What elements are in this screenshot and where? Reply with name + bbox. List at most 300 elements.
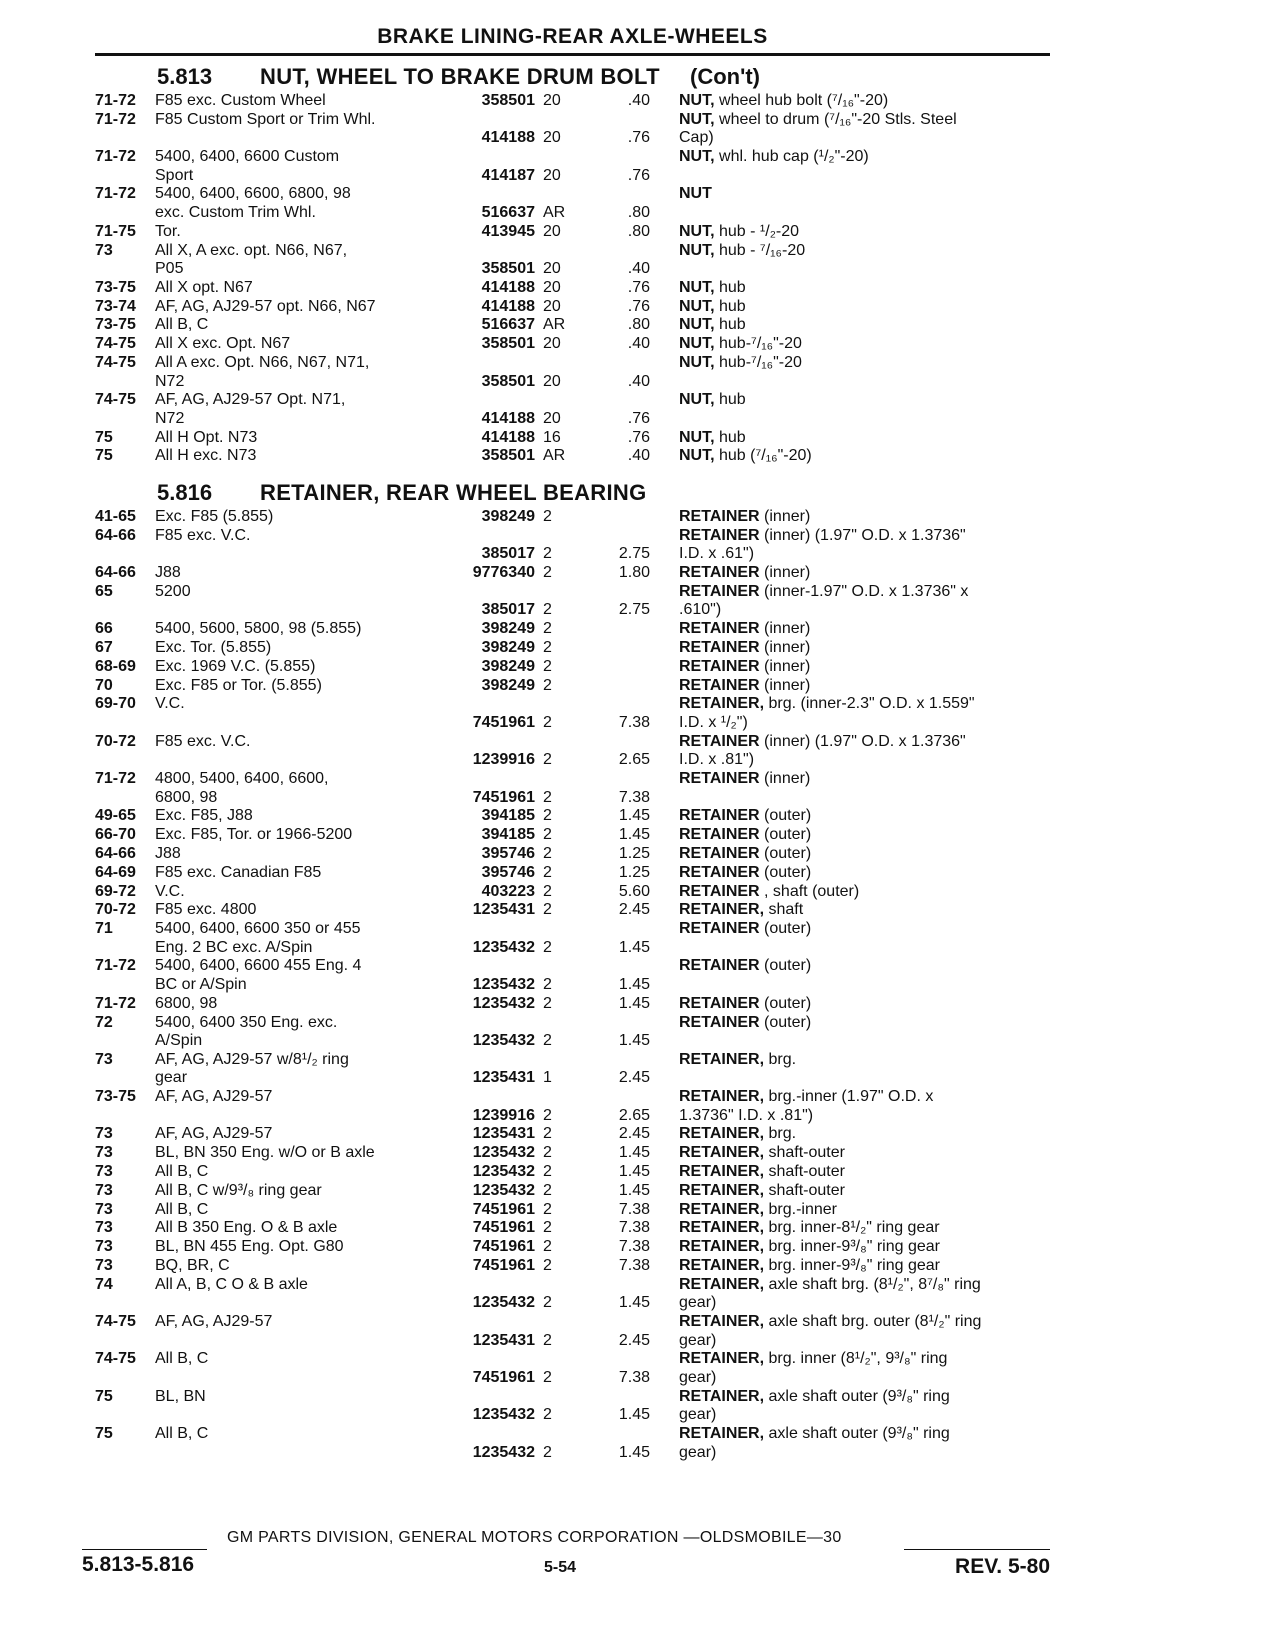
quantity: 2	[543, 788, 552, 806]
header-rule	[95, 53, 1050, 56]
description	[679, 242, 1047, 261]
model-years: 64-66	[95, 564, 136, 582]
application: V.C.	[155, 695, 185, 713]
model-years: 73	[95, 1144, 113, 1162]
description	[679, 1257, 1047, 1276]
price: 1.25	[618, 844, 650, 862]
part-number: 413945	[481, 222, 535, 240]
section-number: 5.816	[157, 480, 213, 505]
part-number: 1235432	[472, 1144, 535, 1162]
description-keyword: RETAINER,	[679, 1144, 765, 1162]
description	[679, 995, 1047, 1014]
description	[679, 901, 1047, 920]
description-text: (outer)	[759, 807, 812, 825]
description	[679, 1219, 1047, 1238]
table-row	[95, 845, 1050, 864]
quantity: 2	[543, 1331, 552, 1349]
part-number: 1235431	[472, 1125, 535, 1143]
description-text: axle shaft outer (9³/₈" ring gear)	[679, 1387, 950, 1424]
description-keyword: RETAINER,	[679, 1219, 765, 1237]
description-keyword: RETAINER	[679, 620, 760, 638]
description-text: brg.	[764, 1125, 797, 1143]
part-number: 395746	[481, 844, 535, 862]
table-row	[95, 620, 1050, 639]
price: .80	[627, 203, 650, 221]
description-keyword: RETAINER	[679, 1013, 760, 1031]
description-keyword: RETAINER	[679, 844, 760, 862]
description-text: hub	[714, 278, 746, 296]
model-years: 70	[95, 676, 113, 694]
quantity: AR	[543, 316, 566, 334]
quantity: 2	[543, 938, 552, 956]
quantity: 2	[543, 807, 552, 825]
model-years: 75	[95, 428, 113, 446]
quantity: 20	[543, 92, 561, 109]
table-row	[95, 1276, 1050, 1313]
table-row	[95, 1201, 1050, 1220]
part-number: 1235431	[472, 1069, 535, 1087]
footer-revision: REV. 5-80	[955, 1555, 1050, 1578]
part-number: 7451961	[472, 788, 535, 806]
description	[679, 957, 1047, 976]
table-row	[95, 826, 1050, 845]
description-text: axle shaft brg. (8¹/₂", 8⁷/₈" ring gear)	[679, 1275, 981, 1312]
description	[679, 695, 1047, 732]
description	[679, 1163, 1047, 1182]
part-number: 1235432	[472, 1163, 535, 1180]
part-number: 394185	[481, 826, 535, 844]
price: 1.25	[618, 863, 650, 881]
description	[679, 883, 1047, 902]
description	[679, 733, 1047, 770]
quantity: 2	[543, 1406, 552, 1424]
table-row	[95, 1219, 1050, 1238]
price: 2.65	[618, 751, 650, 769]
description-keyword: RETAINER	[679, 676, 760, 694]
description-keyword: RETAINER	[679, 826, 760, 844]
model-years: 67	[95, 639, 113, 656]
description-keyword: RETAINER,	[679, 1313, 765, 1331]
description-keyword: RETAINER	[679, 863, 760, 881]
description-keyword: RETAINER	[679, 732, 760, 750]
price: 1.45	[618, 1406, 650, 1424]
table-row	[95, 639, 1050, 658]
application: All X, A exc. opt. N66, N67, P05	[155, 241, 348, 277]
description-keyword: RETAINER	[679, 526, 760, 544]
quantity: 20	[543, 372, 561, 390]
quantity: 1	[543, 1069, 552, 1087]
description-text: hub - ¹/₂-20	[714, 222, 800, 240]
part-number: 398249	[481, 508, 535, 525]
model-years: 70-72	[95, 732, 136, 750]
part-number: 398249	[481, 639, 535, 656]
application: AF, AG, AJ29-57 opt. N66, N67	[155, 297, 376, 315]
application: AF, AG, AJ29-57	[155, 1313, 273, 1331]
price: 7.38	[618, 1368, 650, 1386]
table-row	[95, 391, 1050, 428]
part-number: 358501	[481, 447, 535, 465]
model-years: 71-72	[95, 185, 136, 203]
description	[679, 279, 1047, 298]
description-keyword: RETAINER,	[679, 1425, 765, 1442]
application: 5200	[155, 582, 191, 600]
quantity: 2	[543, 751, 552, 769]
description-text: brg.-inner	[764, 1200, 837, 1218]
footer-rule-right	[904, 1549, 1050, 1550]
quantity: 2	[543, 713, 552, 731]
section-name: RETAINER, REAR WHEEL BEARING	[260, 480, 647, 505]
quantity: 20	[543, 222, 561, 240]
application: All B 350 Eng. O & B axle	[155, 1219, 338, 1237]
model-years: 73	[95, 1238, 113, 1256]
price: 1.45	[618, 1181, 650, 1199]
description-text: hub	[714, 297, 746, 315]
model-years: 74-75	[95, 354, 136, 371]
model-years: 71-72	[95, 110, 136, 128]
model-years: 73-74	[95, 297, 136, 315]
quantity: 2	[543, 657, 552, 675]
description-keyword: RETAINER,	[679, 1387, 765, 1405]
price: .76	[627, 129, 650, 147]
quantity: 20	[543, 129, 561, 147]
quantity: 2	[543, 601, 552, 619]
price: 2.45	[618, 1125, 650, 1143]
price: .40	[627, 335, 650, 353]
part-number: 7451961	[472, 1200, 535, 1218]
model-years: 65	[95, 582, 113, 600]
description	[679, 564, 1047, 583]
quantity: 2	[543, 564, 552, 582]
table-row	[95, 1388, 1050, 1425]
table-row	[95, 185, 1050, 222]
table-row	[95, 429, 1050, 448]
description-text: (inner)	[759, 676, 811, 694]
part-number: 7451961	[472, 1238, 535, 1256]
description-text: hub-⁷/₁₆"-20	[714, 335, 802, 353]
table-row	[95, 1088, 1050, 1125]
description	[679, 1350, 1047, 1387]
description-keyword: NUT,	[679, 428, 715, 446]
description-keyword: RETAINER	[679, 639, 760, 656]
part-number: 394185	[481, 807, 535, 825]
description-text: (outer)	[759, 920, 812, 938]
description-keyword: NUT	[679, 185, 712, 203]
application: All A exc. Opt. N66, N67, N71, N72	[155, 354, 370, 390]
part-number: 1235432	[472, 1181, 535, 1199]
price: 1.45	[618, 807, 650, 825]
description	[679, 1201, 1047, 1220]
model-years: 74-75	[95, 1350, 136, 1368]
description-text: (inner) (1.97" O.D. x 1.3736" I.D. x .81")	[679, 732, 966, 769]
part-number: 395746	[481, 863, 535, 881]
description-keyword: NUT,	[679, 297, 715, 315]
application: 5400, 5600, 5800, 98 (5.855)	[155, 620, 362, 638]
application: All X exc. Opt. N67	[155, 335, 291, 353]
price: 7.38	[618, 788, 650, 806]
application: 4800, 5400, 6400, 6600, 6800, 98	[155, 770, 329, 806]
quantity: 16	[543, 428, 561, 446]
quantity: 2	[543, 1144, 552, 1162]
description	[679, 639, 1047, 658]
description	[679, 92, 1047, 111]
description	[679, 677, 1047, 696]
model-years: 74-75	[95, 1313, 136, 1331]
description	[679, 864, 1047, 883]
description	[679, 185, 1047, 204]
price: 1.45	[618, 994, 650, 1012]
quantity: 2	[543, 1219, 552, 1237]
price: 2.45	[618, 901, 650, 919]
description-text: hub-⁷/₁₆"-20	[714, 354, 802, 371]
application: Tor.	[155, 222, 181, 240]
quantity: 2	[543, 1181, 552, 1199]
application: F85 exc. V.C.	[155, 526, 251, 544]
description-keyword: RETAINER	[679, 582, 760, 600]
price: 1.45	[618, 1443, 650, 1461]
price: 7.38	[618, 1200, 650, 1218]
application: F85 exc. Canadian F85	[155, 863, 322, 881]
price: 1.45	[618, 826, 650, 844]
model-years: 73-75	[95, 278, 136, 296]
model-years: 73-75	[95, 1088, 136, 1106]
table-row	[95, 807, 1050, 826]
description	[679, 845, 1047, 864]
description-text: (inner-1.97" O.D. x 1.3736" x .610")	[679, 582, 969, 619]
table-row	[95, 920, 1050, 957]
application: All B, C w/9³/₈ ring gear	[155, 1181, 322, 1199]
description	[679, 920, 1047, 939]
description-text: (outer)	[759, 863, 812, 881]
description	[679, 1125, 1047, 1144]
part-number: 7451961	[472, 713, 535, 731]
description	[679, 508, 1047, 527]
application: 5400, 6400, 6600 Custom Sport	[155, 148, 340, 184]
quantity: 2	[543, 975, 552, 993]
quantity: 2	[543, 639, 552, 656]
page-title: BRAKE LINING-REAR AXLE-WHEELS	[377, 25, 768, 48]
model-years: 71-72	[95, 957, 136, 975]
description-keyword: RETAINER,	[679, 1350, 765, 1368]
table-row	[95, 864, 1050, 883]
description	[679, 583, 1047, 620]
application: AF, AG, AJ29-57	[155, 1125, 273, 1143]
description-text: (inner)	[759, 620, 811, 638]
part-number: 1235432	[472, 1406, 535, 1424]
model-years: 73	[95, 1219, 113, 1237]
model-years: 69-70	[95, 695, 136, 713]
quantity: 2	[543, 1257, 552, 1274]
part-number: 1235432	[472, 938, 535, 956]
model-years: 69-72	[95, 882, 136, 900]
description	[679, 354, 1047, 373]
description-keyword: NUT,	[679, 391, 715, 409]
table-row	[95, 658, 1050, 677]
description	[679, 770, 1047, 789]
section-name: NUT, WHEEL TO BRAKE DRUM BOLT	[260, 64, 660, 89]
price: 2.75	[618, 601, 650, 619]
part-number: 385017	[481, 601, 535, 619]
table-row	[95, 1163, 1050, 1182]
description	[679, 620, 1047, 639]
description	[679, 1051, 1047, 1070]
description-keyword: NUT,	[679, 110, 715, 128]
description-keyword: RETAINER	[679, 807, 760, 825]
description-text: (inner)	[759, 770, 811, 787]
description-keyword: RETAINER,	[679, 1181, 765, 1199]
part-number: 414188	[481, 297, 535, 315]
model-years: 71-72	[95, 994, 136, 1012]
part-number: 414187	[481, 166, 535, 184]
table-row	[95, 1350, 1050, 1387]
description-text: , shaft (outer)	[759, 882, 860, 900]
table-row	[95, 316, 1050, 335]
section-number: 5.813	[157, 64, 213, 89]
description-keyword: RETAINER,	[679, 1257, 765, 1274]
description	[679, 298, 1047, 317]
description-text: axle shaft brg. outer (8¹/₂" ring gear)	[679, 1313, 982, 1349]
footer-rule-left	[82, 1549, 207, 1550]
model-years: 66-70	[95, 826, 136, 844]
part-number: 398249	[481, 620, 535, 638]
description-keyword: RETAINER,	[679, 695, 765, 713]
price: 1.45	[618, 1032, 650, 1049]
description-text: brg.-inner (1.97" O.D. x 1.3736" I.D. x .81")	[679, 1088, 934, 1124]
description	[679, 1238, 1047, 1257]
model-years: 75	[95, 1425, 113, 1442]
price: .40	[627, 92, 650, 109]
application: F85 exc. 4800	[155, 901, 257, 919]
application: Exc. Tor. (5.855)	[155, 639, 272, 656]
quantity: 2	[543, 676, 552, 694]
description-text: brg. inner-9³/₈" ring gear	[764, 1257, 940, 1274]
table-row	[95, 1182, 1050, 1201]
footer-section-range: 5.813-5.816	[82, 1553, 195, 1576]
part-number: 1239916	[472, 1106, 535, 1124]
table-row	[95, 901, 1050, 920]
application: All A, B, C O & B axle	[155, 1275, 308, 1293]
table-row	[95, 1051, 1050, 1088]
price: 1.45	[618, 938, 650, 956]
quantity: 2	[543, 620, 552, 638]
part-number: 1235432	[472, 994, 535, 1012]
quantity: 20	[543, 409, 561, 427]
description-keyword: NUT,	[679, 354, 715, 371]
quantity: 2	[543, 1163, 552, 1180]
part-number: 516637	[481, 316, 535, 334]
description-keyword: RETAINER	[679, 564, 760, 582]
model-years: 64-66	[95, 844, 136, 862]
description	[679, 223, 1047, 242]
description	[679, 447, 1047, 466]
description-keyword: NUT,	[679, 316, 715, 334]
description-text: brg. inner-9³/₈" ring gear	[764, 1238, 940, 1256]
price: .80	[627, 316, 650, 334]
application: Exc. F85 or Tor. (5.855)	[155, 676, 322, 694]
description-keyword: NUT,	[679, 92, 715, 109]
part-number: 358501	[481, 372, 535, 390]
price: 1.45	[618, 1144, 650, 1162]
parts-list	[95, 92, 1050, 466]
table-row	[95, 298, 1050, 317]
application: All H exc. N73	[155, 447, 257, 465]
quantity: 2	[543, 508, 552, 525]
application: AF, AG, AJ29-57 w/8¹/₂ ring gear	[155, 1050, 349, 1087]
description-text: shaft-outer	[764, 1163, 845, 1180]
price: 7.38	[618, 1238, 650, 1256]
description-keyword: RETAINER	[679, 657, 760, 675]
quantity: 20	[543, 297, 561, 315]
description	[679, 1182, 1047, 1201]
description	[679, 429, 1047, 448]
table-row	[95, 354, 1050, 391]
description-text: brg. inner-8¹/₂" ring gear	[764, 1219, 940, 1237]
section-5816	[95, 480, 1050, 1462]
quantity: 2	[543, 1368, 552, 1386]
description-text: (outer)	[759, 826, 812, 844]
description	[679, 1014, 1047, 1033]
table-row	[95, 242, 1050, 279]
quantity: AR	[543, 447, 566, 465]
part-number: 1239916	[472, 751, 535, 769]
part-number: 398249	[481, 676, 535, 694]
application: All X opt. N67	[155, 278, 253, 296]
table-row	[95, 995, 1050, 1014]
model-years: 73	[95, 241, 113, 259]
description	[679, 316, 1047, 335]
quantity: 20	[543, 260, 561, 277]
application: V.C.	[155, 882, 185, 900]
price: .40	[627, 447, 650, 465]
description-text: wheel to drum (⁷/₁₆"-20 Stls. Steel Cap)	[679, 110, 957, 147]
description-text: (outer)	[759, 1013, 812, 1031]
quantity: 20	[543, 335, 561, 353]
table-row	[95, 583, 1050, 620]
description-keyword: RETAINER	[679, 994, 760, 1012]
table-row	[95, 279, 1050, 298]
price: 5.60	[618, 882, 650, 900]
description-text: whl. hub cap (¹/₂"-20)	[714, 148, 869, 166]
description-keyword: RETAINER,	[679, 901, 765, 919]
price: 2.65	[618, 1106, 650, 1124]
description	[679, 111, 1047, 148]
application: Exc. F85 (5.855)	[155, 508, 274, 525]
description-text: (inner) (1.97" O.D. x 1.3736" I.D. x .61")	[679, 526, 966, 563]
table-row	[95, 770, 1050, 807]
description-keyword: RETAINER	[679, 770, 760, 787]
table-row	[95, 957, 1050, 994]
description-text: shaft-outer	[764, 1181, 845, 1199]
description	[679, 148, 1047, 167]
application: All B, C	[155, 1200, 209, 1218]
application: F85 exc. V.C.	[155, 732, 251, 750]
description-text: hub	[714, 391, 746, 409]
model-years: 71-72	[95, 770, 136, 787]
section-heading	[95, 64, 1050, 92]
quantity: 2	[543, 882, 552, 900]
price: 2.45	[618, 1331, 650, 1349]
description-text: (inner)	[759, 564, 811, 582]
table-row	[95, 564, 1050, 583]
description-keyword: RETAINER,	[679, 1200, 765, 1218]
quantity: 20	[543, 278, 561, 296]
description-text: brg. (inner-2.3" O.D. x 1.559" I.D. x ¹/₂")	[679, 695, 975, 731]
application: BL, BN 455 Eng. Opt. G80	[155, 1238, 344, 1256]
application: J88	[155, 844, 181, 862]
footer-publisher: GM PARTS DIVISION, GENERAL MOTORS CORPORATION —OLDSMOBILE—30	[227, 1529, 842, 1546]
part-number: 398249	[481, 657, 535, 675]
description	[679, 807, 1047, 826]
table-row	[95, 677, 1050, 696]
